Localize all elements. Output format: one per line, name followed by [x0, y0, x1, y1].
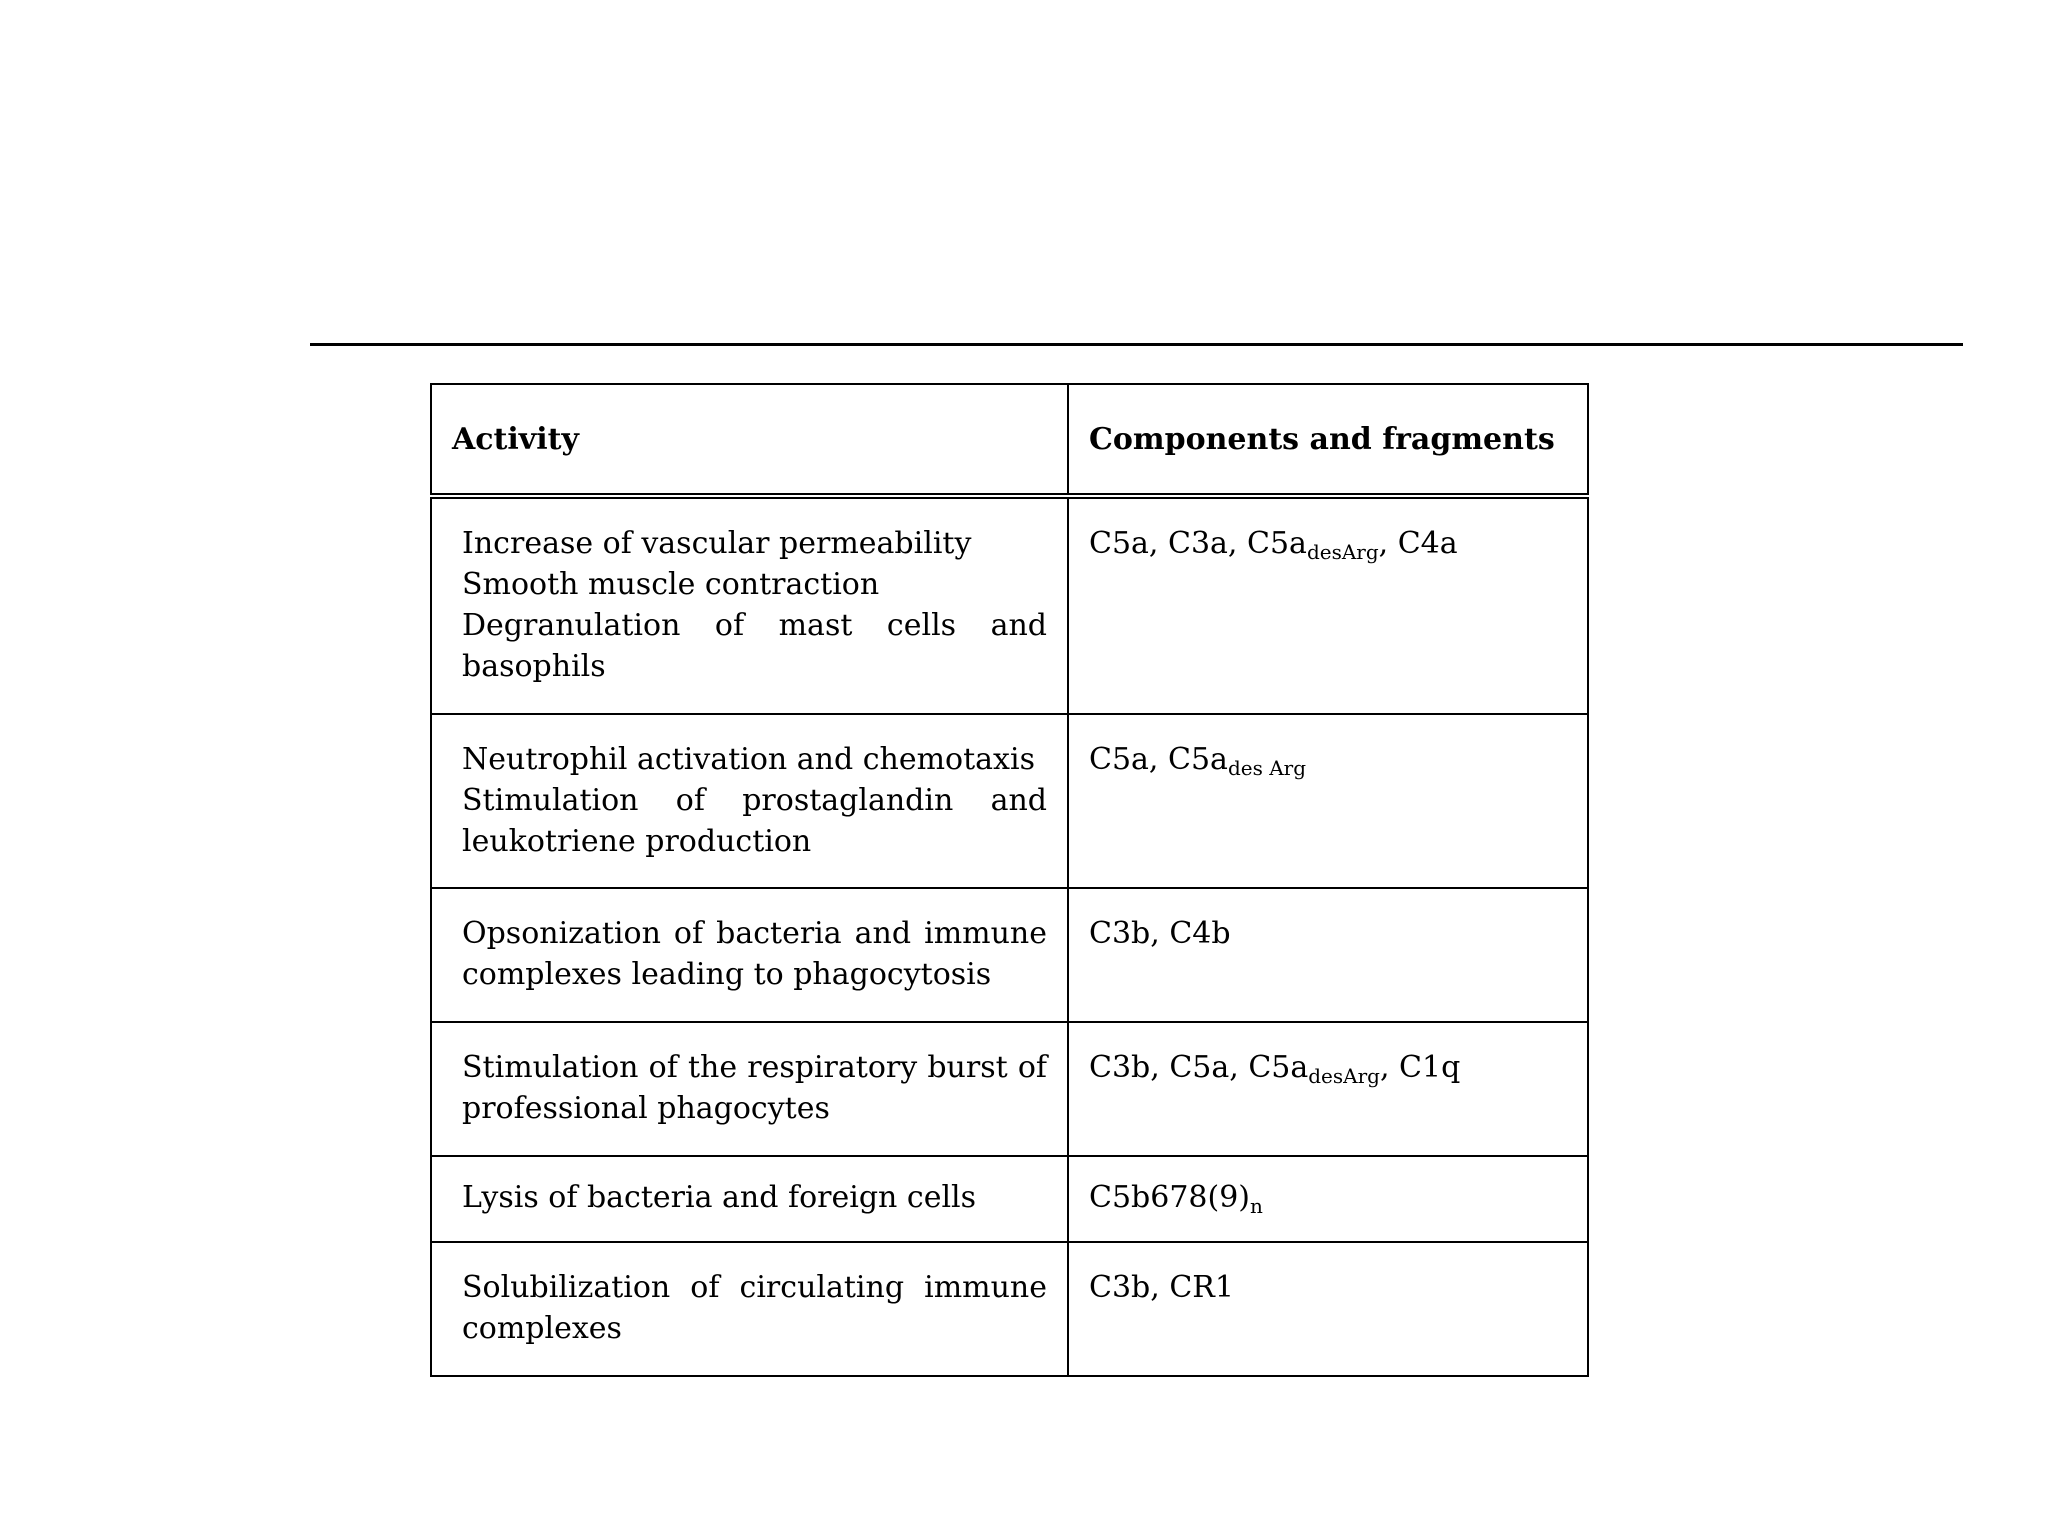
components-cell: [1068, 888, 1588, 1022]
components-cell: [1068, 1022, 1588, 1156]
complement-activity-table: [430, 383, 1589, 1377]
component-text: , C4a: [1378, 526, 1458, 561]
components-cell: [1068, 496, 1588, 714]
activity-cell: [431, 1242, 1068, 1376]
table-row: [431, 496, 1588, 714]
header-components: Components and fragments: [1068, 384, 1588, 496]
activity-line: Degranulation of mast cells and basophils: [462, 608, 1047, 684]
activity-line: Neutrophil activation and chemotaxis: [462, 742, 1035, 777]
activity-line: Opsonization of bacteria and immune complexes leading to phagocytosis: [462, 916, 1047, 992]
component-text: C5a, C5a: [1089, 742, 1228, 777]
activity-line: Solubilization of circulating immune complexes: [462, 1270, 1047, 1346]
component-text: C3b, CR1: [1089, 1270, 1234, 1305]
activity-table-container: [430, 383, 1587, 1377]
component-subscript: desArg: [1308, 1064, 1380, 1088]
activity-line: Lysis of bacteria and foreign cells: [462, 1180, 977, 1215]
table-row: [431, 1022, 1588, 1156]
activity-cell: [431, 714, 1068, 888]
activity-cell: [431, 888, 1068, 1022]
table-row: [431, 888, 1588, 1022]
activity-cell: [431, 1156, 1068, 1242]
activity-line: Smooth muscle contraction: [462, 567, 880, 602]
component-subscript: n: [1250, 1194, 1263, 1218]
activity-line: Increase of vascular permeability: [462, 526, 972, 561]
activity-cell: [431, 1022, 1068, 1156]
component-text: C5a, C3a, C5a: [1089, 526, 1307, 561]
components-cell: [1068, 714, 1588, 888]
table-row: [431, 1242, 1588, 1376]
table-row: [431, 714, 1588, 888]
table-row: [431, 1156, 1588, 1242]
header-activity: Activity: [431, 384, 1068, 496]
component-text: C3b, C5a, C5a: [1089, 1050, 1309, 1085]
activity-line: Stimulation of the respiratory burst of professional phagocytes: [462, 1050, 1047, 1126]
component-subscript: des Arg: [1227, 756, 1307, 780]
components-cell: [1068, 1242, 1588, 1376]
component-text: C5b678(9): [1089, 1180, 1251, 1215]
activity-cell: [431, 496, 1068, 714]
component-subscript: desArg: [1306, 540, 1379, 564]
component-text: , C1q: [1379, 1050, 1461, 1085]
components-cell: [1068, 1156, 1588, 1242]
activity-line: Stimulation of prostaglandin and leukotriene production: [462, 783, 1047, 859]
component-text: C3b, C4b: [1089, 916, 1231, 951]
table-body: [431, 496, 1588, 1376]
top-horizontal-rule: [310, 343, 1963, 346]
table-header-row: [431, 384, 1588, 496]
